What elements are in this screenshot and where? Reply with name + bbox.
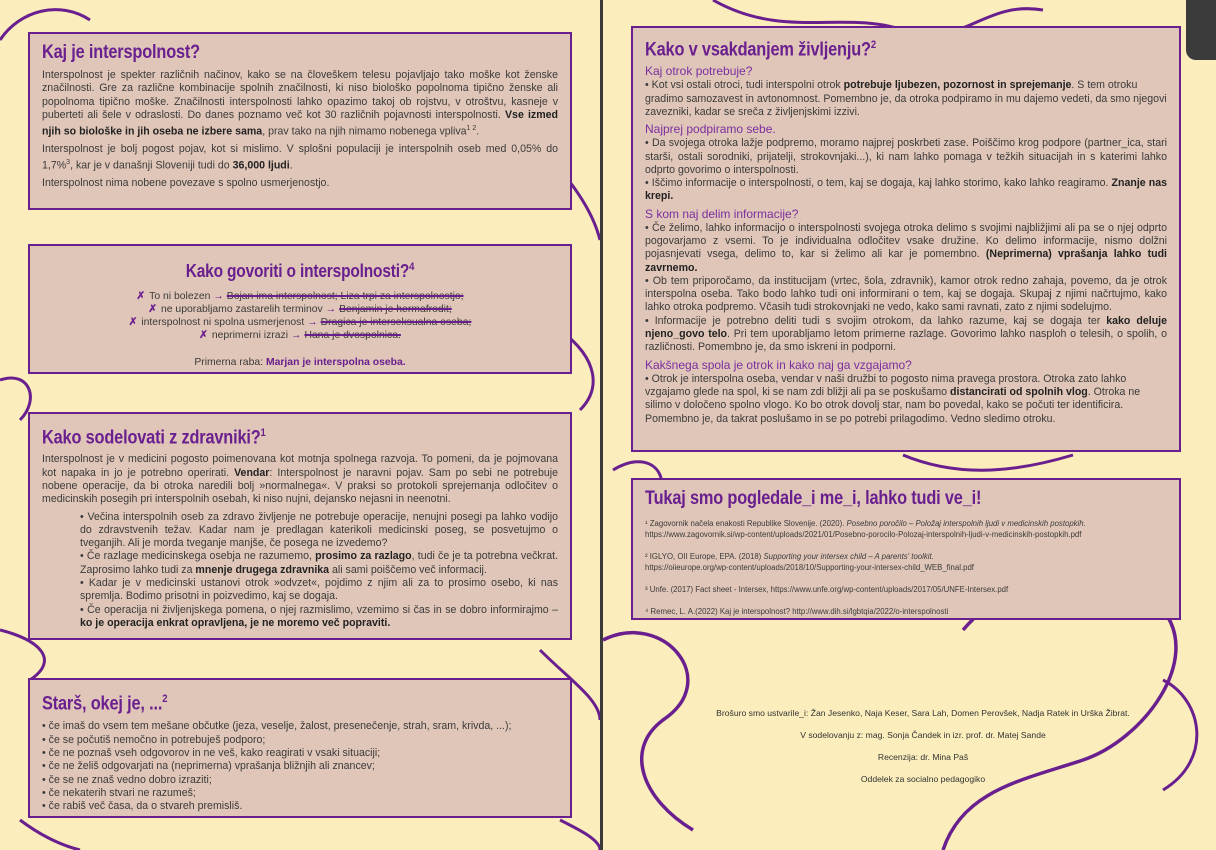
language-example: Primerna raba: Marjan je interspolna oseba. bbox=[194, 357, 406, 368]
intersex-paragraph-3: Interspolnost nima nobene povezave s spolno usmerjenostjo. bbox=[42, 177, 330, 190]
parent-box bbox=[28, 678, 572, 818]
list-item: ⁴ Remec, L. A.(2022) Kaj je interspolnost? http://www.dih.si/lgbtqia/2022/o-interspolnosti bbox=[645, 607, 949, 616]
daily-box bbox=[631, 26, 1181, 452]
credits-review: Recenzija: dr. Mina Paš bbox=[877, 752, 969, 762]
list-item: • Ob tem priporočamo, da institucijam (vrtec, šola, zdravnik), kamor otrok redno zahaja, povemo, da je otrok interspolna oseba. Tako bodo lahko tudi oni informirani o tem, kaj se dogaja. Skupaj z njimi načrtujmo, kako lahko otroka podpremo. Včasih tudi strokovnjaki ne vedo, kako sami ravnati, zato z njimi sodelujmo. bbox=[645, 274, 1167, 314]
corner-fold bbox=[1186, 0, 1216, 60]
language-box bbox=[28, 244, 572, 374]
credits-department: Oddelek za socialno pedagogiko bbox=[860, 774, 986, 784]
intersex-paragraph-2: Interspolnost je bolj pogost pojav, kot si mislimo. V splošni populaciji je interspolnih oseb med 0,05% do 1,7%$^3$, kar je v današnji Sloveniji tudi do 36,000 ljudi. bbox=[42, 143, 558, 172]
list-item: • Če operacija ni življenjskega pomena, o njej razmislimo, vzemimo si čas in se dobro informirajmo – ko je operacija enkrat opravljena, je ne moremo več popraviti. bbox=[80, 603, 558, 629]
list-item: • Iščimo informacije o interspolnosti, o tem, kaj se dogaja, kaj lahko storimo, kako lahko reagiramo. Znanje nas krepi. bbox=[645, 177, 1167, 203]
doctors-bullets bbox=[42, 511, 558, 631]
daily-bullets-2 bbox=[645, 137, 1167, 203]
language-row: ✗ neprimerni izrazi → Hana je dvospolnica. bbox=[199, 330, 401, 341]
parent-title: Starš, okej je, ...$^2$ bbox=[42, 693, 168, 715]
language-row: ✗ interspolnost ni spolna usmerjenost → Dragica je interseksualna oseba; bbox=[128, 317, 472, 328]
daily-title: Kako v vsakdanjem življenju?$^2$ bbox=[645, 39, 876, 61]
daily-subtitle-3: S kom naj delim informacije? bbox=[645, 206, 799, 221]
list-item: • če ne poznaš vseh odgovorov in ne veš, kako reagirati v vsaki situaciji; bbox=[42, 746, 381, 759]
list-item: ² IGLYO, OII Europe, EPA. (2018) Supporting your intersex child – A parents' toolkit. https://oiieurope.org/wp-content/uploads/2018/10/Supporting-your-intersex-child_WEB_final.pdf bbox=[645, 552, 974, 572]
references-list bbox=[645, 518, 1167, 617]
list-item: • Kadar je v medicinski ustanovi otrok »odvzet«, pojdimo z njim ali za to prosimo osebo, ki nas spremlja. Bodimo prisotni in poizvedimo, kaj se dogaja. bbox=[80, 577, 558, 603]
daily-subtitle-2: Najprej podpiramo sebe. bbox=[645, 122, 776, 137]
doctors-title: Kako sodelovati z zdravniki?$^1$ bbox=[42, 427, 266, 449]
doctors-box bbox=[28, 412, 572, 640]
daily-subtitle-4: Kakšnega spola je otrok in kako naj ga vzgajamo? bbox=[645, 357, 912, 372]
list-item: • Če razlage medicinskega osebja ne razumemo, prosimo za razlago, tudi če je ta potrebna večkrat. Zaprosimo lahko tudi za mnenje drugega zdravnika ali sami poiščemo več informacij. bbox=[80, 550, 558, 576]
list-item: • Kot vsi ostali otroci, tudi interspolni otrok potrebuje ljubezen, pozornost in sprejemanje. S tem otroku gradimo samozavest in avtonomnost. Pomembno je, da otroka podpiramo in mu dajemo vedeti, da smo njegovi zavezniki, kadar se sreča z življenjskimi izzivi. bbox=[645, 79, 1167, 118]
list-item: • Otrok je interspolna oseba, vendar v naši družbi to pogosto nima pravega prostora. Otroka zato lahko vzgajamo glede na spol, ki se nam zdi bližji ali pa se poskušamo distancirati od spolnih vlog. Otroka ne silimo v določeno spolno vlogo. Ko bo otrok dovolj star, nam bo povedal, kako se počuti ter identificira. Pomembno je, da takrat poslušamo in se po potrebi prilagodimo. Vedno sledimo otroku. bbox=[645, 372, 1141, 425]
list-item: • če se počutiš nemočno in potrebuješ podporo; bbox=[42, 733, 266, 746]
language-row: ✗ To ni bolezen → Bojan ima interspolnost; Liza trpi za interspolnostjo; bbox=[136, 291, 464, 302]
list-item: • Večina interspolnih oseb za zdravo življenje ne potrebuje operacije, nenujni posegi pa lahko vodijo do zdravstvenih težav. Kadar nam je predlagan katerikoli medicinski poseg, se posvetujmo o tveganjih. Ali je morda tveganje manjše, če posega ne izvedemo? bbox=[80, 510, 558, 550]
language-title: Kako govoriti o interspolnosti?$^4$ bbox=[185, 261, 415, 281]
list-item: • Informacije je potrebno deliti tudi s svojim otrokom, da lahko razume, kaj se dogaja ter kako deluje njeno_govo telo. Pri tem uporabljamo letom primerne razlage. Govorimo lahko nasploh o telesih, o spolih, o različnosti. Pomembno je, da smo iskreni in podporni. bbox=[645, 314, 1168, 354]
list-item: • če se ne znaš vedno dobro izraziti; bbox=[42, 773, 212, 786]
references-title: Tukaj smo pogledale_i me_i, lahko tudi ve_i! bbox=[645, 488, 982, 509]
references-box bbox=[631, 478, 1181, 620]
daily-subtitle-1: Kaj otrok potrebuje? bbox=[645, 64, 753, 79]
intersex-title: Kaj je interspolnost? bbox=[42, 42, 200, 63]
list-item: • če nekaterih stvari ne razumeš; bbox=[42, 786, 196, 799]
language-row: ✗ ne uporabljamo zastarelih terminov → Benjamin je hermafrodit; bbox=[148, 304, 452, 315]
credits-authors: Brošuro smo ustvarile_i: Žan Jesenko, Naja Keser, Sara Lah, Domen Perovšek, Nadja Ratek in Urška Žibrat. bbox=[716, 708, 1130, 718]
intersex-paragraph-1: Interspolnost je spekter različnih načinov, kako se na človeškem telesu pojavljajo tako moške kot ženske značilnosti. Gre za različne kombinacije spolnih značilnosti, ki niso biološko popolnoma tipično ženske ali popolnoma tipično moške. Značilnosti interspolnosti lahko opazimo takoj ob rojstvu, v otroštvu, kasneje v puberteti ali šele v odraslosti. Do danes poznamo več kot 30 različnih pojavnosti interspolnosti. Vse izmed njih so biološke in jih oseba ne izbere sama, prav tako na njih nimamo nobenega vpliva$^{1 2}$. bbox=[42, 69, 558, 138]
list-item: • Da svojega otroka lažje podpremo, moramo najprej poskrbeti zase. Poiščimo krog podpore (partner_ica, stari starši, ostali sorodniki, prijatelji, strokovnjaki...), ki nam lahko pomaga v težkih situacijah in s katerimi lahko odprto govorimo o interspolnosti. bbox=[645, 137, 1168, 176]
left-page bbox=[0, 0, 600, 850]
list-item: • če ne želiš odgovarjati na (neprimerna) vprašanja bližnjih ali znancev; bbox=[42, 760, 375, 773]
parent-list bbox=[42, 720, 558, 813]
doctors-intro: Interspolnost je v medicini pogosto poimenovana kot motnja spolnega razvoja. To pomeni, da je pojmovana kot napaka in jo je potrebno operirati. Vendar: Interspolnost je naravni pojav. Sam po sebi ne potrebuje nobene operacije, da bi otroka naredili bolj »normalnega«. V praksi so protokoli sprejemanja odločitev o medicinskih posegih pri interspolnih osebah, ki niso nujni, dejansko nejasni in neenotni. bbox=[42, 453, 558, 506]
list-item: • če rabiš več časa, da o stvareh premisliš. bbox=[42, 800, 243, 813]
list-item: ¹ Zagovornik načela enakosti Republike Slovenije. (2020). Posebno poročilo – Položaj interspolnih ljudi v medicinskih postopkih. https://www.zagovornik.si/wp-content/uploads/2021/01/Posebno-porocilo-Polozaj-interspolnih-ljudi-v-medicinskih-postopkih.pdf bbox=[645, 519, 1086, 539]
list-item: • če imaš do vsem tem mešane občutke (jeza, veselje, žalost, presenečenje, strah, sram, krivda, ...); bbox=[42, 720, 512, 733]
list-item: • Če želimo, lahko informacijo o interspolnosti svojega otroka delimo s svojimi najbližjimi ali pa se o njej odprto pogovarjamo z vsemi. To je individualna odločitev vsake družine. Ko delimo informacije, nismo dolžni pojasnjevati vsega, delimo to, kar si želimo ali kar je pomembno. (Neprimerna) vprašanja lahko tudi zavrnemo. bbox=[645, 221, 1168, 274]
credits-collaboration: V sodelovanju z: mag. Sonja Čandek in izr. prof. dr. Matej Sande bbox=[800, 730, 1046, 740]
intersex-box bbox=[28, 32, 572, 210]
right-page bbox=[603, 0, 1216, 850]
list-item: ³ Unfe. (2017) Fact sheet - Intersex, https://www.unfe.org/wp-content/uploads/2017/05/UNFE-Intersex.pdf bbox=[645, 585, 1009, 594]
daily-bullets-3 bbox=[645, 222, 1167, 355]
